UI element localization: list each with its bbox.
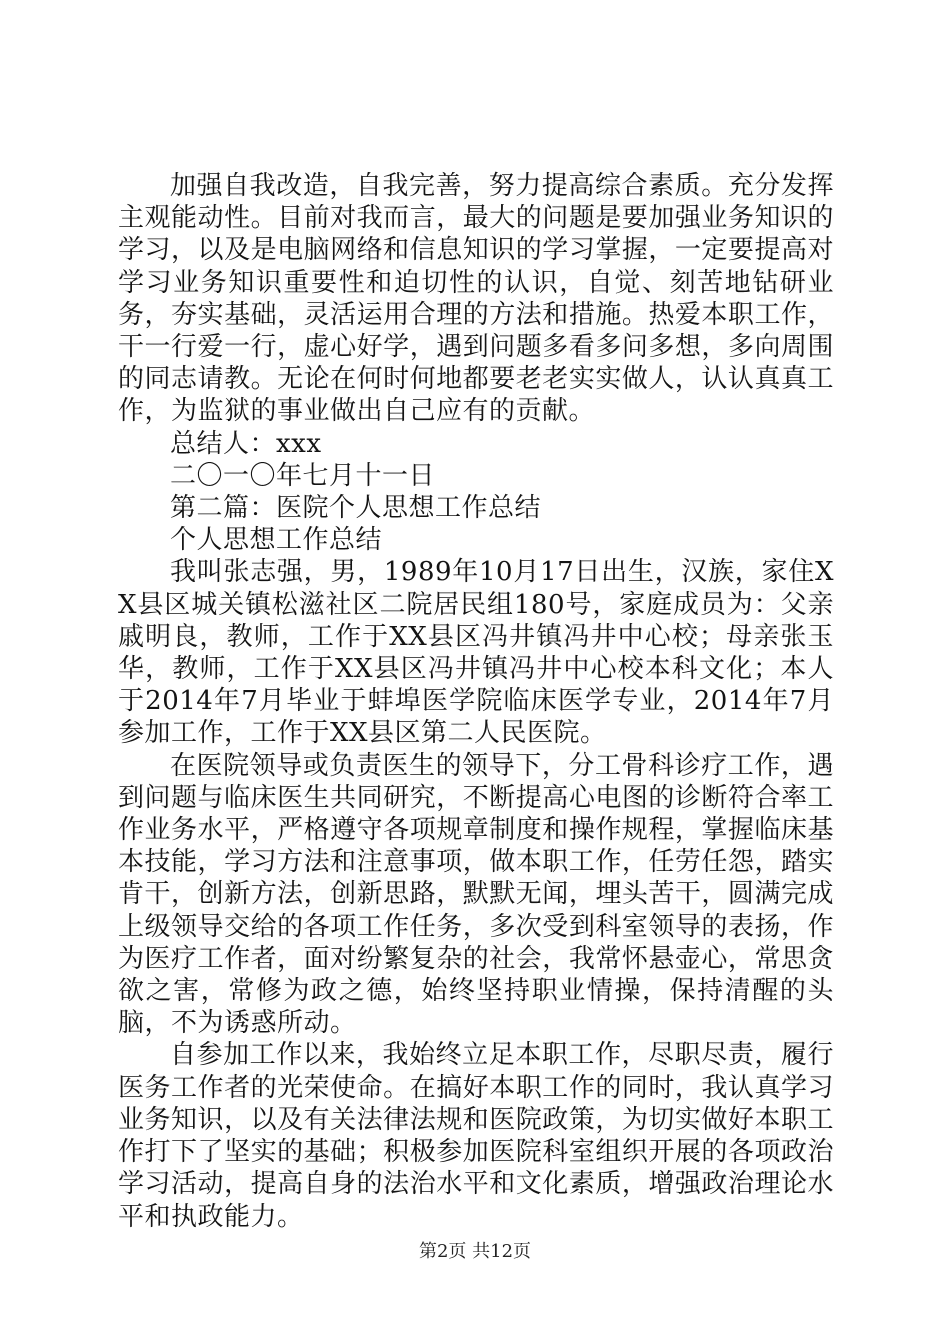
section-subtitle: 个人思想工作总结 (170, 525, 383, 556)
document-body (118, 170, 834, 1233)
paragraph-work-performance: 在医院领导或负责医生的领导下，分工骨科诊疗工作，遇到问题与临床医生共同研究，不断提高心电图的诊断符合率工作业务水平，严格遵守各项规章制度和操作规程，掌握临床基本技能，学习方法和注意事项，做本职工作，任劳任怨，踏实肯干，创新方法，创新思路，默默无闻，埋头苦干，圆满完成上级领导交给的各项工作任务，多次受到科室领导的表扬，作为医疗工作者，面对纷繁复杂的社会，我常怀悬壶心，常思贪欲之害，常修为政之德，始终坚持职业情操，保持清醒的头脑，不为诱惑所动。 (118, 750, 834, 1039)
page-number-footer: 第2页 共12页 (418, 1241, 532, 1262)
summary-author: 总结人：xxx (170, 428, 322, 459)
paragraph-study-activities: 自参加工作以来，我始终立足本职工作，尽职尽责，履行医务工作者的光荣使命。在搞好本职工作的同时，我认真学习业务知识，以及有关法律法规和医院政策，为切实做好本职工作打下了坚实的基础；积极参加医院科室组织开展的各项政治学习活动，提高自身的法治水平和文化素质，增强政治理论水平和执政能力。 (118, 1040, 834, 1232)
paragraph-self-improvement: 加强自我改造，自我完善，努力提高综合素质。充分发挥主观能动性。目前对我而言，最大的问题是要加强业务知识的学习，以及是电脑网络和信息知识的学习掌握，一定要提高对学习业务知识重要性和迫切性的认识，自觉、刻苦地钻研业务，夯实基础，灵活运用合理的方法和措施。热爱本职工作，干一行爱一行，虚心好学，遇到问题多看多问多想，多向周围的同志请教。无论在何时何地都要老老实实做人，认认真真工作，为监狱的事业做出自己应有的贡献。 (118, 171, 834, 427)
paragraph-personal-info: 我叫张志强，男，1989年10月17日出生，汉族，家住XX县区城关镇松滋社区二院居民组180号，家庭成员为：父亲戚明良，教师，工作于XX县区冯井镇冯井中心校；母亲张玉华，教师，工作于XX县区冯井镇冯井中心校本科文化；本人于2014年7月毕业于蚌埠医学院临床医学专业，2014年7月参加工作，工作于XX县区第二人民医院。 (118, 557, 834, 749)
summary-date: 二〇一〇年七月十一日 (170, 460, 436, 491)
section-heading: 第二篇：医院个人思想工作总结 (170, 493, 542, 524)
